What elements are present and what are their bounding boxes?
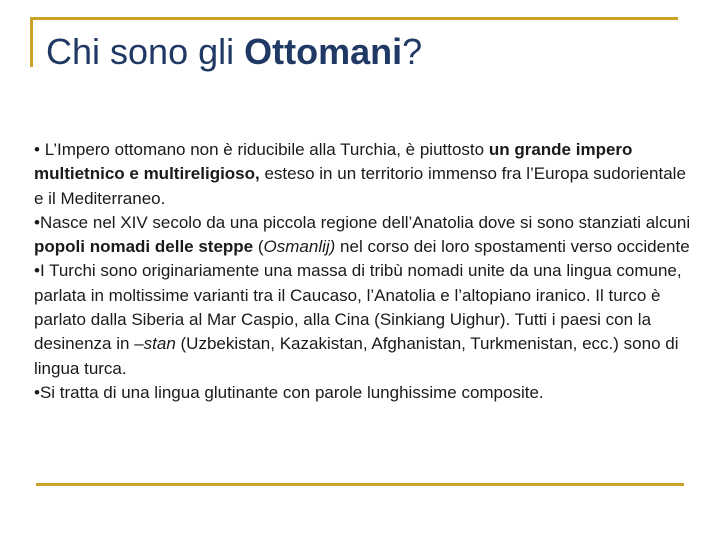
bullet-bold-text: un grande impero multietnico e multireligioso, [34,140,633,184]
bullet-lingua [34,381,694,405]
bullet-text: ( [253,237,264,257]
bullet-text: (Uzbekistan, Kazakistan, Afghanistan, Turkmenistan, ecc.) sono di lingua turca. [34,334,679,378]
bullet-italic-text: Osmanlij) [263,237,336,257]
bullet-text: esteso in un territorio immenso fra l’Europa sudorientale e il Mediterraneo. [34,164,686,208]
bullet-text: Nasce nel XIV secolo da una piccola regione dell’Anatolia dove si sono stanziati alcuni [39,212,691,232]
bullet-text: Si tratta di una lingua glutinante con parole lunghissime composite. [39,382,544,402]
slide-title [46,30,422,74]
bullet-marker: • [34,261,40,281]
bottom-accent-rule [36,483,684,486]
left-accent-rule [30,17,33,67]
bullet-turchi [34,259,694,380]
bullet-marker: • [34,382,40,402]
bullet-impero [34,138,694,211]
title-emphasis: Ottomani [244,31,403,72]
bullet-text: nel corso dei loro spostamenti verso occidente [335,237,690,257]
bullet-origini [34,211,694,260]
bullet-bold-text: popoli nomadi delle steppe [34,237,254,257]
slide-body [34,138,694,405]
top-accent-rule [30,17,678,20]
bullet-italic-text: –stan [134,334,176,354]
bullet-marker: • [34,212,40,232]
bullet-marker: • [34,140,45,159]
bullet-text: I Turchi sono originariamente una massa di tribù nomadi unite da una lingua comune, parlata in moltissime varianti tra il Caucaso, l’Anatolia e l’altopiano iranico. Il turco è parlato dalla Siberia al Mar Caspio, alla Cina (Sinkiang Uighur). Tutti i paesi con la desinenza in [34,261,682,354]
title-suffix: ? [402,31,423,72]
title-prefix: Chi sono gli [46,31,245,72]
bullet-text: L’Impero ottomano non è riducibile alla Turchia, è piuttosto [44,140,489,159]
